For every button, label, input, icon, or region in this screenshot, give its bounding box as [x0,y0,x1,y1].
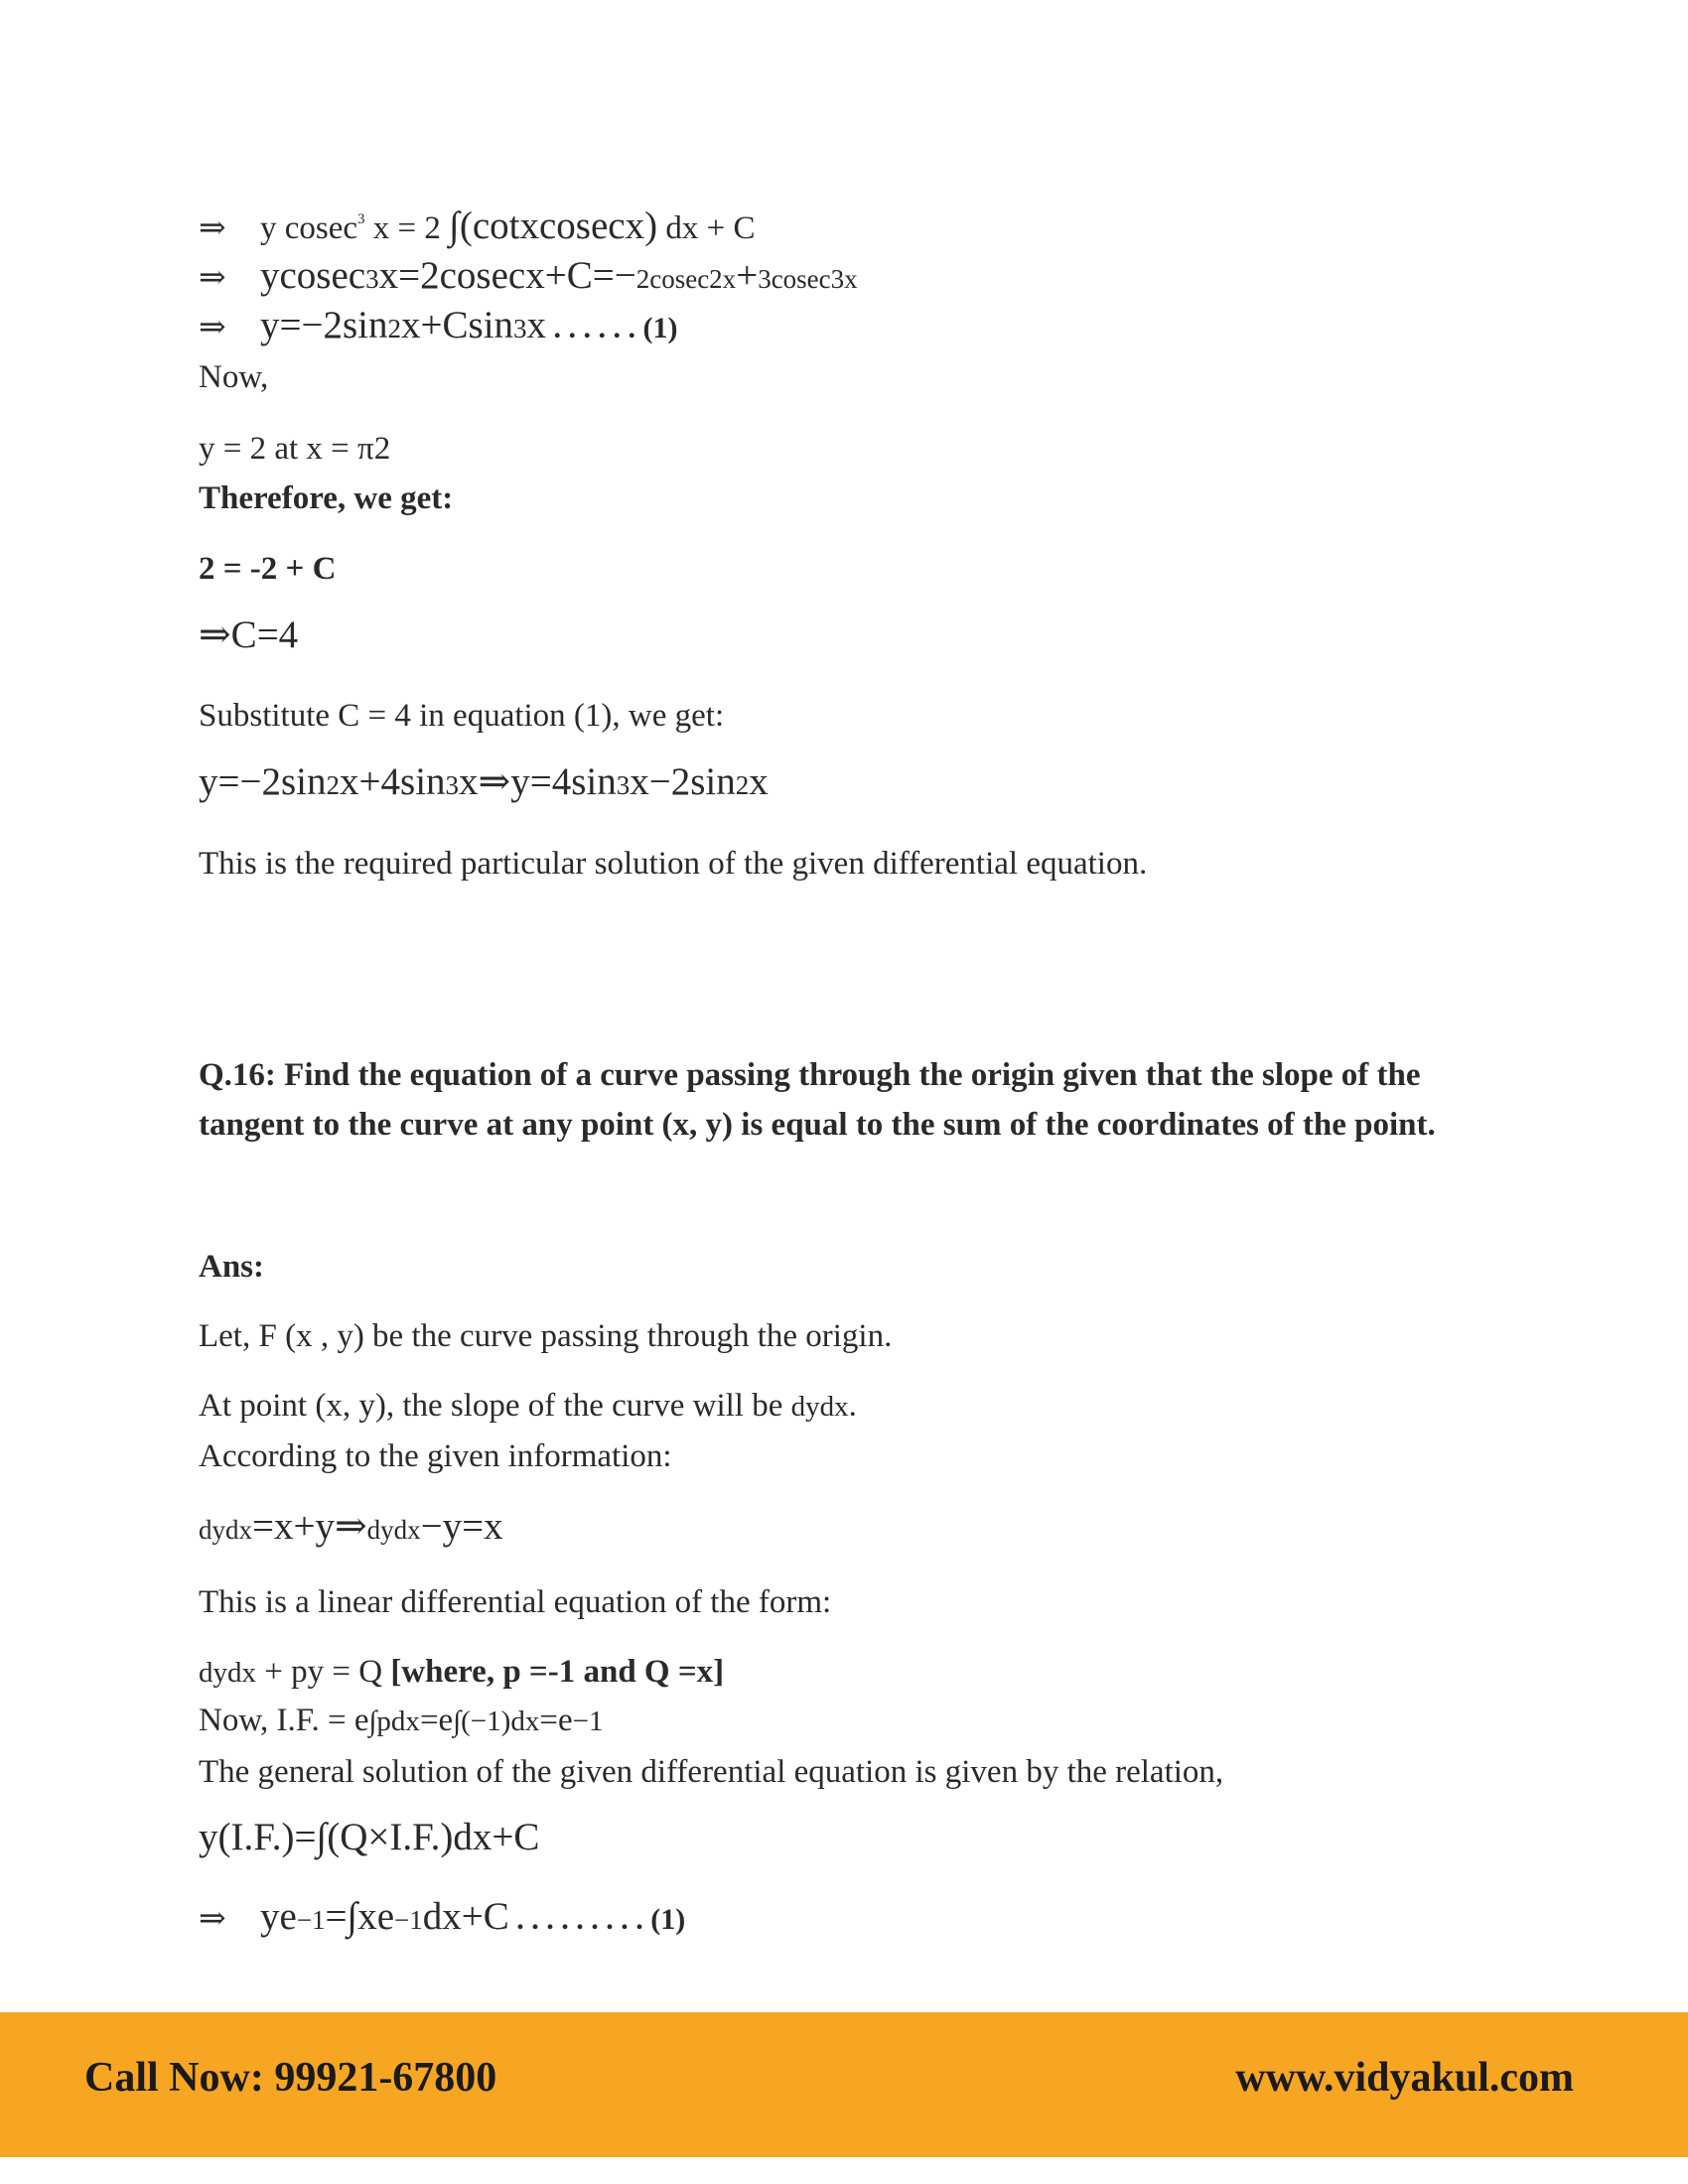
general-text: The general solution of the given differential equation is given by the relation, [199,1754,1224,1790]
conclusion-text: This is the required particular solution of the given differential equation. [199,846,1148,882]
question-16: Q.16: Find the equation of a curve passing through the origin given that the slope of the tangent to the curve at any point (x, y) is equal to the sum of the coordinates of the point. [199,1057,1436,1143]
footer-banner [0,2012,1688,2157]
now-text: Now, [199,359,269,395]
website-link[interactable]: www.vidyakul.com [1235,2055,1574,2101]
c-value: ⇒C=4 [199,614,299,656]
slope-text: At point (x, y), the slope of the curve will be dydx. [199,1388,857,1424]
particular-solution: y=−2sin2x+4sin3x⇒y=4sin3x−2sin2x [199,760,769,803]
implies-arrow: ⇒ [199,210,226,246]
linear-form: dydx + py = Q [where, p =-1 and Q =x] [199,1654,725,1690]
differential-equation: dydx=x+y⇒dydx−y=x [199,1505,503,1548]
call-now-text: Call Now: 99921-67800 [84,2055,497,2101]
substitute-text: Substitute C = 4 in equation (1), we get: [199,698,725,734]
condition-text: y = 2 at x = π2 [199,431,391,467]
equation-c: 2 = -2 + C [199,551,337,587]
therefore-text: Therefore, we get: [199,480,454,516]
equation-line-3: ⇒ y=−2sin2x+Csin3x . . . . . . (1) [199,304,678,346]
according-text: According to the given information: [199,1438,672,1474]
implies-arrow: ⇒ [199,310,226,345]
implies-arrow: ⇒ [199,260,226,296]
equation-line-1: ⇒ y cosec$^3$ x = 2 ∫(cotxcosecx) dx + C [199,205,756,247]
answer-label: Ans: [199,1249,265,1285]
let-text: Let, F (x , y) be the curve passing through the origin. [199,1318,893,1354]
integrating-factor: Now, I.F. = e∫pdx=e∫(−1)dx=e−1 [199,1703,604,1738]
equation-number: (1) [642,312,678,344]
equation-number: (1) [650,1903,686,1936]
implies-arrow: ⇒ [199,1901,226,1937]
equation-line-final: ⇒ ye−1=∫xe−1dx+C . . . . . . . . . (1) [199,1895,686,1938]
linear-text: This is a linear differential equation of the form: [199,1584,832,1620]
general-solution: y(I.F.)=∫(Q×I.F.)dx+C [199,1816,540,1858]
equation-line-2: ⇒ ycosec3x=2cosecx+C=−2cosec2x+3cosec3x [199,254,858,297]
